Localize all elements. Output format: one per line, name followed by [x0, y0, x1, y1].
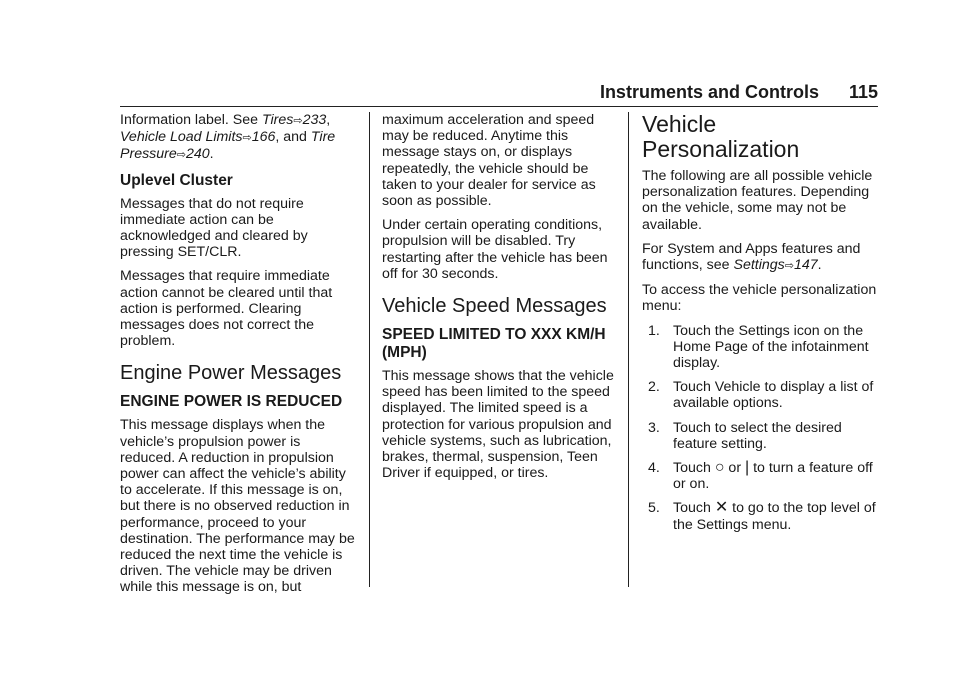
step-number: 3. — [648, 419, 660, 436]
heading-vehicle-personalization: Vehicle Personalization — [642, 111, 800, 162]
intro-text: , — [326, 112, 331, 128]
step-text: to go to the top level of the Settings menu. — [673, 500, 876, 533]
subheading-engine-power-reduced: ENGINE POWER IS REDUCED — [120, 393, 343, 411]
page-header — [120, 82, 878, 103]
column-3 — [642, 112, 878, 541]
steps-list — [642, 323, 878, 533]
toggle-off-icon: ○ — [714, 459, 725, 477]
column-1 — [120, 112, 356, 604]
paragraph: Messages that require immediate action cannot be cleared until that action is performed. Clearing messages does not correct the problem. — [120, 268, 333, 350]
step-text: to turn a feature off or on. — [673, 460, 873, 493]
heading-vehicle-speed-messages: Vehicle Speed Messages — [382, 295, 607, 318]
ref-link-tire-pressure[interactable]: Tire Pressure — [120, 129, 336, 163]
ref-page-load-limits[interactable]: 166 — [251, 129, 276, 146]
close-icon: ✕ — [714, 499, 729, 517]
paragraph: This message shows that the vehicle speed has been limited to the speed displayed. The limited speed is a protection for various propulsion and vehicle systems, such as lubrication, brakes, thermal, suspension, Teen Driver if equipped, or tires. — [382, 368, 614, 482]
page-ref-arrow-icon: ⇨ — [784, 260, 794, 273]
intro-text: Information label. See — [120, 112, 262, 128]
intro-text: , and — [275, 129, 311, 146]
heading-engine-power-messages: Engine Power Messages — [120, 362, 342, 385]
ref-link-tires[interactable]: Tires — [261, 112, 294, 128]
intro-paragraph — [120, 112, 356, 164]
paragraph-text: . — [817, 257, 822, 274]
section-title: Instruments and Controls — [599, 82, 819, 102]
step-text: Touch to select the desired feature setting. — [673, 419, 842, 452]
step-text: Touch — [673, 500, 715, 517]
paragraph-text: For System and Apps features and functions, see — [642, 240, 861, 274]
column-2 — [382, 112, 618, 489]
step-number: 4. — [648, 460, 660, 477]
step-number: 5. — [648, 500, 660, 517]
paragraph: maximum acceleration and speed may be reduced. Anytime this message stays on, or displays repeatedly, the vehicle should be taken to your dealer for service as soon as possible. — [382, 112, 596, 210]
paragraph: The following are all possible vehicle personalization features. Depending on the vehicle, some may not be available. — [642, 168, 873, 233]
paragraph: To access the vehicle personalization menu: — [642, 282, 877, 315]
page-ref-arrow-icon: ⇨ — [176, 149, 186, 162]
page-ref-arrow-icon: ⇨ — [242, 132, 252, 145]
subheading-speed-limited: SPEED LIMITED TO XXX KM/H (MPH) — [382, 326, 606, 362]
column-divider — [628, 112, 629, 587]
ref-page-tire-pressure[interactable]: 240 — [186, 146, 210, 163]
step-number: 1. — [648, 322, 660, 339]
list-item — [642, 460, 878, 492]
list-item — [642, 420, 878, 452]
heading-uplevel-cluster: Uplevel Cluster — [120, 171, 233, 189]
intro-text: . — [209, 146, 214, 163]
ref-page-tires[interactable]: 233 — [302, 112, 327, 128]
list-item — [642, 500, 878, 532]
header-rule — [120, 106, 878, 107]
step-text: Touch the Settings icon on the Home Page of the infotainment display. — [673, 322, 869, 372]
page-number: 115 — [848, 82, 878, 102]
step-text: Touch Vehicle to display a list of available options. — [673, 379, 874, 412]
column-divider — [369, 112, 370, 587]
step-text: Touch — [673, 460, 715, 477]
ref-link-load-limits[interactable]: Vehicle Load Limits — [120, 129, 243, 146]
step-text: or — [724, 460, 745, 477]
list-item — [642, 323, 878, 372]
ref-page-settings[interactable]: 147 — [793, 257, 818, 274]
paragraph: Messages that do not require immediate action can be acknowledged and cleared by pressing SET/CLR. — [120, 195, 308, 261]
list-item — [642, 379, 878, 411]
ref-link-settings[interactable]: Settings — [733, 257, 785, 274]
paragraph: Under certain operating conditions, propulsion will be disabled. Try restarting after the vehicle has been off for 30 seconds. — [382, 217, 608, 282]
paragraph-settings-ref — [642, 241, 878, 274]
toggle-on-icon: | — [744, 459, 750, 477]
paragraph: This message displays when the vehicle’s propulsion power is reduced. A reduction in propulsion power can affect the vehicle’s ability to accelerate. If this message is on, but there is no observed reduction in performance, proceed to your destination. The performance may be reduced the next time the vehicle is driven. The vehicle may be driven while this message is on, but — [120, 417, 355, 596]
step-number: 2. — [648, 379, 660, 396]
page-ref-arrow-icon: ⇨ — [293, 115, 303, 127]
